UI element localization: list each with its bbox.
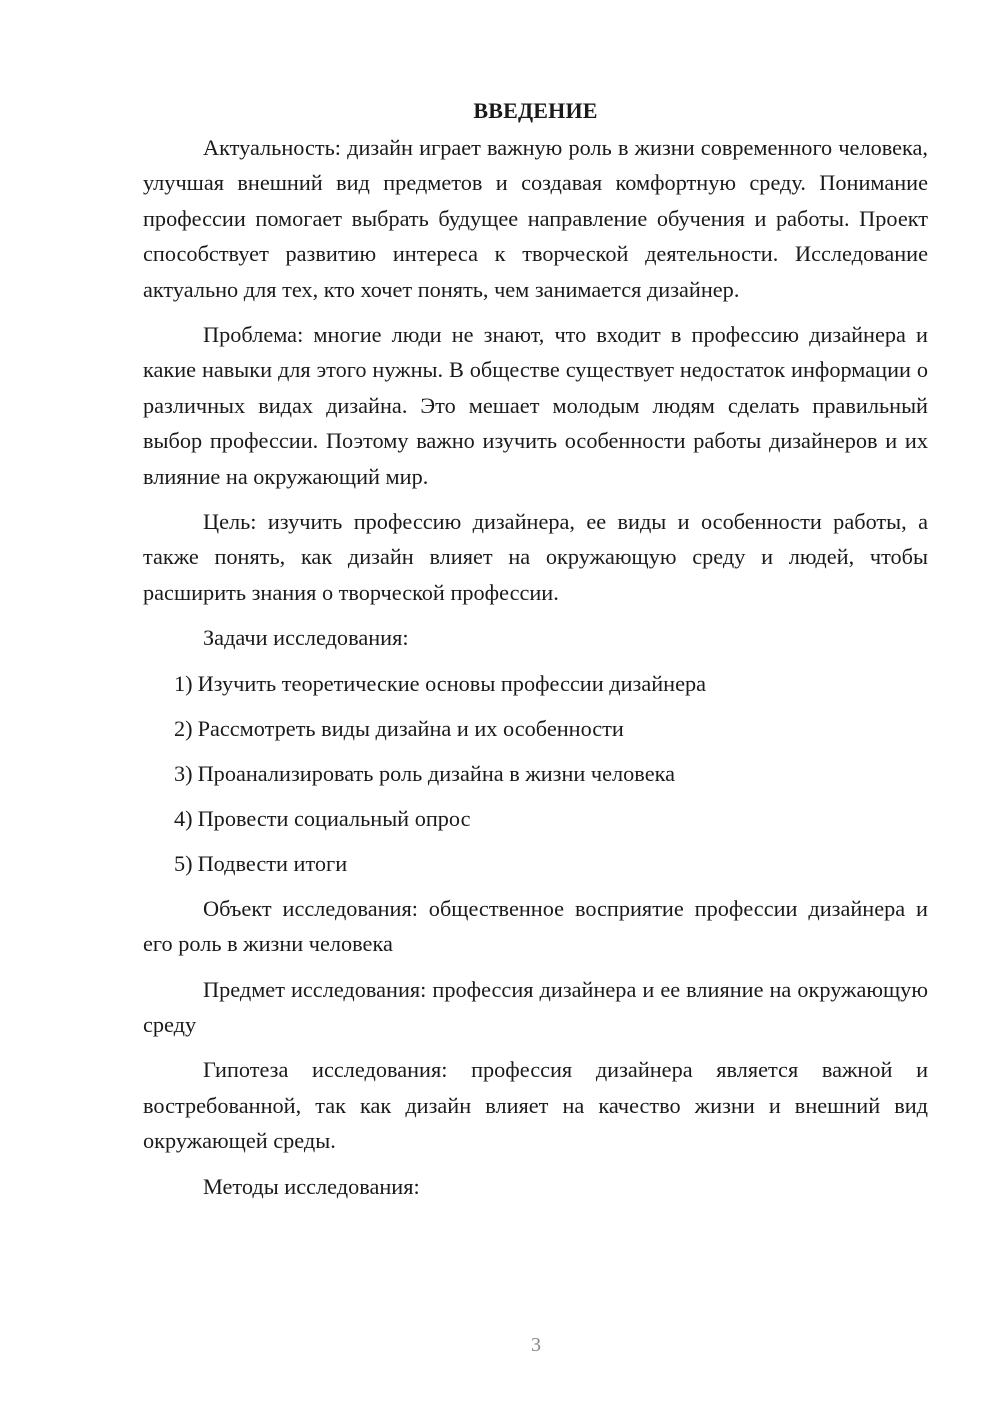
relevance-paragraph: Актуальность: дизайн играет важную роль в жизни современного человека, улучшая внешний вид предметов и создавая комфортную среду. Понимание профессии помогает выбрать будущее направление обучения и работы. Проект способствует развитию интереса к творческой деятельности. Исследование актуально для тех, кто хочет понять, чем занимается дизайнер.	[143, 135, 928, 302]
list-item-text: Проанализировать роль дизайна в жизни человека	[197, 760, 675, 786]
list-item	[143, 711, 928, 746]
list-item	[143, 756, 928, 791]
object-paragraph: Объект исследования: общественное восприятие профессии дизайнера и его роль в жизни человека	[143, 895, 928, 957]
list-item	[143, 846, 928, 881]
list-item-number: 1)	[174, 670, 193, 696]
list-item-number: 5)	[174, 850, 193, 876]
document-page	[143, 96, 928, 1214]
list-item-text: Подвести итоги	[197, 850, 348, 876]
tasks-list	[143, 666, 928, 881]
subject-paragraph: Предмет исследования: профессия дизайнера и ее влияние на окружающую среду	[143, 976, 928, 1037]
section-title: ВВЕДЕНИЕ	[473, 98, 598, 123]
goal-paragraph: Цель: изучить профессию дизайнера, ее виды и особенности работы, а также понять, как дизайн влияет на окружающую среду и людей, чтобы расширить знания о творческой профессии.	[143, 509, 928, 605]
list-item-text: Рассмотреть виды дизайна и их особенности	[197, 715, 624, 741]
list-item-number: 3)	[174, 760, 193, 786]
methods-heading: Методы исследования:	[203, 1173, 420, 1199]
problem-paragraph: Проблема: многие люди не знают, что входит в профессию дизайнера и какие навыки для этого нужны. В обществе существует недостаток информации о различных видах дизайна. Это мешает молодым людям сделать правильный выбор профессии. Поэтому важно изучить особенности работы дизайнеров и их влияние на окружающий мир.	[143, 322, 928, 489]
list-item-number: 4)	[174, 805, 193, 831]
list-item-text: Провести социальный опрос	[197, 805, 471, 831]
list-item-number: 2)	[174, 715, 193, 741]
tasks-heading: Задачи исследования:	[203, 625, 409, 651]
list-item-text: Изучить теоретические основы профессии дизайнера	[197, 670, 707, 696]
list-item	[143, 801, 928, 836]
hypothesis-paragraph: Гипотеза исследования: профессия дизайнера является важной и востребованной, так как дизайн влияет на качество жизни и внешний вид окружающей среды.	[143, 1057, 928, 1154]
list-item	[143, 666, 928, 701]
page-number: 3	[531, 1334, 541, 1356]
